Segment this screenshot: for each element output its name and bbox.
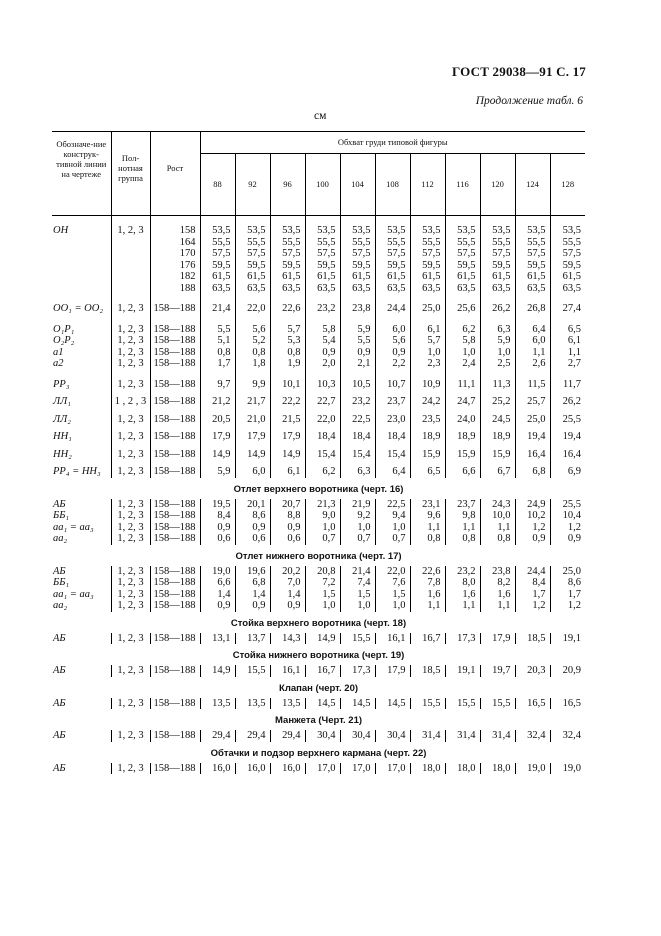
value-cell: 11,7 [563, 378, 582, 390]
value-cell: 53,5 55,5 57,5 59,5 61,5 63,5 [515, 216, 550, 295]
value-cell: 18,0 [445, 763, 480, 775]
value-cell: 26,2 [562, 396, 582, 407]
row-height: 158—188 158—188 158—188 158—188 [150, 499, 200, 545]
value-cell: 6,1 5,7 1,0 2,3 [410, 315, 445, 370]
value-cell: 14,5 [340, 698, 375, 710]
row-height: 158—188 [150, 698, 200, 710]
value-cell: 25,7 [515, 390, 550, 408]
row-group: 1, 2, 3 [111, 294, 150, 315]
row-group: 1, 2, 3 [111, 730, 150, 742]
value-cell: 9,9 [235, 370, 270, 391]
row-code: АБ ББ₁ аа₁ = аа₃ аа₂ [52, 499, 111, 545]
value-cell: 25,0 [410, 294, 445, 315]
value-cell: 6,3 5,9 1,0 2,5 [480, 315, 515, 370]
table-row [52, 730, 585, 742]
value-cell: 18,5 [410, 665, 445, 677]
value-cell: 17,0 [340, 763, 375, 775]
value-cell: 18,9 [445, 425, 480, 443]
value-cell: 18,0 [410, 763, 445, 775]
value-cell: 20,5 [200, 408, 235, 426]
value-cell: 20,3 [515, 665, 550, 677]
row-group: 1, 2, 3 1, 2, 3 1, 2, 3 1, 2, 3 [111, 566, 150, 612]
value-cell: 6,9 [567, 466, 582, 477]
value-cell: 16,1 [375, 633, 410, 645]
value-cell: 15,4 [375, 443, 410, 461]
value-cell: 6,0 [235, 460, 270, 478]
row-code: АБ [52, 730, 111, 742]
value-cell: 6,4 6,0 1,1 2,6 [515, 315, 550, 370]
value-cell: 14,9 [305, 633, 340, 645]
value-cell: 24,9 10,2 1,2 0,9 [515, 499, 550, 545]
value-cell: 53,5 55,5 57,5 59,5 61,5 63,5 [375, 216, 410, 295]
value-cell: 13,5 [200, 698, 235, 710]
value-cell: 23,2 8,0 1,6 1,1 [445, 566, 480, 612]
value-cell: 31,4 [480, 730, 515, 742]
value-cell: 24,3 10,0 1,1 0,8 [480, 499, 515, 545]
table-row [52, 390, 585, 408]
value-cell: 53,5 55,5 57,5 59,5 61,5 63,5 [270, 216, 305, 295]
value-cell: 18,9 [480, 425, 515, 443]
value-cell: 14,9 [200, 443, 235, 461]
value-cell: 15,9 [445, 443, 480, 461]
row-code: АБ [52, 633, 111, 645]
value-cell: 11,3 [480, 370, 515, 391]
size-header-88: 88 [200, 153, 235, 215]
value-cell: 23,2 [305, 294, 340, 315]
value-cell: 25,6 [445, 294, 480, 315]
row-height: 158—188 [150, 763, 200, 775]
value-cell: 16,0 [200, 763, 235, 775]
continuation-note: Продолжение табл. 6 [475, 95, 583, 107]
value-cell: 25,0 8,6 1,7 1,2 [562, 565, 582, 611]
value-cell: 22,7 [305, 390, 340, 408]
value-cell: 23,5 [410, 408, 445, 426]
value-cell: 18,9 [410, 425, 445, 443]
value-cell: 53,5 55,5 57,5 59,5 61,5 63,5 [305, 216, 340, 295]
value-cell: 10,9 [410, 370, 445, 391]
value-cell: 30,4 [340, 730, 375, 742]
value-cell: 20,8 7,2 1,5 1,0 [305, 566, 340, 612]
table-row [52, 294, 585, 315]
value-cell: 53,5 55,5 57,5 59,5 61,5 63,5 [480, 216, 515, 295]
value-cell: 13,1 [200, 633, 235, 645]
value-cell: 10,3 [305, 370, 340, 391]
section-title: Обтачки и подзор верхнего кармана (черт. 22) [210, 747, 427, 759]
row-group: 1, 2, 3 [111, 370, 150, 391]
value-cell: 6,5 6,1 1,1 2,7 [567, 323, 582, 369]
value-cell: 13,5 [235, 698, 270, 710]
row-code: ЛЛ₁ [52, 390, 111, 408]
value-cell: 14,9 [270, 443, 305, 461]
value-cell: 21,4 7,4 1,5 1,0 [340, 566, 375, 612]
row-code: РР₃ [52, 370, 111, 391]
value-cell: 17,3 [445, 633, 480, 645]
value-cell: 6,6 [445, 460, 480, 478]
value-cell: 17,0 [375, 763, 410, 775]
table-body [52, 216, 585, 775]
row-code: НН₁ [52, 425, 111, 443]
row-height: 158 164 170 176 182 188 [150, 216, 200, 295]
value-cell: 21,5 [270, 408, 305, 426]
size-header-92: 92 [235, 153, 270, 215]
row-height: 158—188 [150, 665, 200, 677]
row-code: АБ [52, 763, 111, 775]
row-code: НН₂ [52, 443, 111, 461]
column-header-code: Обозначе-ние конструк-тивной линии на чертеже [52, 132, 111, 216]
value-cell: 19,1 [562, 632, 582, 644]
row-height: 158—188 [150, 460, 200, 478]
value-cell: 32,4 [562, 730, 582, 741]
value-cell: 17,9 [270, 425, 305, 443]
value-cell: 14,5 [305, 698, 340, 710]
value-cell: 22,0 [235, 294, 270, 315]
value-cell: 31,4 [410, 730, 445, 742]
row-height: 158—188 158—188 158—188 158—188 [150, 315, 200, 370]
value-cell: 6,8 [515, 460, 550, 478]
value-cell: 21,2 [200, 390, 235, 408]
column-header-height: Рост [150, 132, 200, 216]
section-title: Манжета (Черт. 21) [275, 715, 363, 726]
row-height: 158—188 158—188 158—188 158—188 [150, 566, 200, 612]
value-cell: 27,4 [562, 303, 582, 314]
value-cell: 21,4 [200, 294, 235, 315]
value-cell: 23,1 9,6 1,1 0,8 [410, 499, 445, 545]
value-cell: 15,5 [410, 698, 445, 710]
value-cell: 25,5 [562, 413, 582, 425]
value-cell: 16,0 [270, 763, 305, 775]
value-cell: 53,5 55,5 57,5 59,5 61,5 63,5 [235, 216, 270, 295]
value-cell: 19,1 [445, 665, 480, 677]
row-group: 1, 2, 3 1, 2, 3 1, 2, 3 1, 2, 3 [111, 315, 150, 370]
value-cell: 6,2 5,8 1,0 2,4 [445, 315, 480, 370]
row-code: АБ [52, 698, 111, 710]
value-cell: 24,0 [445, 408, 480, 426]
section-title: Стойка нижнего воротника (черт. 19) [232, 650, 405, 661]
value-cell: 17,9 [480, 633, 515, 645]
value-cell: 31,4 [445, 730, 480, 742]
value-cell: 23,8 8,2 1,6 1,1 [480, 566, 515, 612]
table-row [52, 499, 585, 545]
table-row [52, 425, 585, 443]
value-cell: 13,7 [235, 633, 270, 645]
value-cell: 17,9 [235, 425, 270, 443]
value-cell: 26,8 [515, 294, 550, 315]
value-cell: 22,0 [305, 408, 340, 426]
value-cell: 19,4 [562, 431, 582, 442]
size-header-120: 120 [480, 153, 515, 215]
value-cell: 5,6 5,2 0,8 1,8 [235, 315, 270, 370]
value-cell: 19,4 [515, 425, 550, 443]
value-cell: 23,7 [375, 390, 410, 408]
value-cell: 21,0 [235, 408, 270, 426]
value-cell: 19,5 8,4 0,9 0,6 [200, 499, 235, 545]
value-cell: 6,7 [480, 460, 515, 478]
value-cell: 53,5 55,5 57,5 59,5 61,5 63,5 [410, 216, 445, 295]
row-height: 158—188 [150, 425, 200, 443]
value-cell: 53,5 55,5 57,5 59,5 61,5 63,5 [445, 216, 480, 295]
value-cell: 15,9 [410, 443, 445, 461]
value-cell: 10,7 [375, 370, 410, 391]
row-code: АБ [52, 665, 111, 677]
row-height: 158—188 [150, 443, 200, 461]
value-cell: 53,5 55,5 57,5 59,5 61,5 63,5 [200, 216, 235, 295]
row-height: 158—188 [150, 633, 200, 645]
value-cell: 16,1 [270, 665, 305, 677]
value-cell: 15,5 [480, 698, 515, 710]
value-cell: 9,7 [200, 370, 235, 391]
row-height: 158—188 [150, 390, 200, 408]
size-header-112: 112 [410, 153, 445, 215]
value-cell: 16,0 [235, 763, 270, 775]
table-header [52, 132, 585, 216]
value-cell: 5,9 [200, 460, 235, 478]
value-cell: 23,0 [375, 408, 410, 426]
value-cell: 17,9 [200, 425, 235, 443]
value-cell: 15,4 [305, 443, 340, 461]
row-code: ЛЛ₂ [52, 408, 111, 426]
table-row [52, 633, 585, 645]
page-header: ГОСТ 29038—91 С. 17 [452, 64, 586, 79]
value-cell: 6,3 [340, 460, 375, 478]
row-code: О₁Р₁ О₂Р₂ а1 а2 [52, 315, 111, 370]
row-code: РР₄ = НН₃ [52, 460, 111, 478]
row-group: 1, 2, 3 [111, 216, 150, 295]
value-cell: 24,4 [375, 294, 410, 315]
value-cell: 21,7 [235, 390, 270, 408]
table-row [52, 460, 585, 478]
value-cell: 18,4 [305, 425, 340, 443]
section-title: Отлет нижнего воротника (черт. 17) [235, 550, 402, 562]
value-cell: 23,7 9,8 1,1 0,8 [445, 499, 480, 545]
row-group: 1, 2, 3 [111, 698, 150, 710]
value-cell: 25,5 10,4 1,2 0,9 [562, 498, 582, 544]
value-cell: 16,4 [515, 443, 550, 461]
value-cell: 6,4 [375, 460, 410, 478]
value-cell: 24,4 8,4 1,7 1,2 [515, 566, 550, 612]
value-cell: 14,9 [200, 665, 235, 677]
value-cell: 29,4 [270, 730, 305, 742]
value-cell: 6,2 [305, 460, 340, 478]
column-header-group: Пол-нотная группа [111, 132, 150, 216]
row-height: 158—188 [150, 370, 200, 391]
value-cell: 15,5 [340, 633, 375, 645]
row-code: ОН [52, 216, 111, 295]
value-cell: 22,2 [270, 390, 305, 408]
value-cell: 21,3 9,0 1,0 0,7 [305, 499, 340, 545]
row-code: АБ ББ₁ аа₁ = аа₃ аа₂ [52, 566, 111, 612]
value-cell: 20,7 8,8 0,9 0,6 [270, 499, 305, 545]
value-cell: 25,0 [515, 408, 550, 426]
size-header-116: 116 [445, 153, 480, 215]
value-cell: 11,1 [445, 370, 480, 391]
size-header-128: 128 [550, 153, 585, 215]
size-header-108: 108 [375, 153, 410, 215]
table-row [52, 698, 585, 710]
row-height: 158—188 [150, 730, 200, 742]
value-cell: 24,7 [445, 390, 480, 408]
value-cell: 11,5 [515, 370, 550, 391]
value-cell: 20,2 7,0 1,4 0,9 [270, 566, 305, 612]
row-group: 1 , 2 , 3 [111, 390, 150, 408]
measurements-table [52, 131, 585, 774]
row-height: 158—188 [150, 408, 200, 426]
table-row [52, 370, 585, 391]
value-cell: 18,5 [515, 633, 550, 645]
value-cell: 14,5 [375, 698, 410, 710]
value-cell: 13,5 [270, 698, 305, 710]
size-header-104: 104 [340, 153, 375, 215]
value-cell: 53,5 55,5 57,5 59,5 61,5 63,5 [340, 216, 375, 295]
unit-label: см [314, 110, 327, 122]
value-cell: 5,7 5,3 0,8 1,9 [270, 315, 305, 370]
value-cell: 16,7 [410, 633, 445, 645]
row-group: 1, 2, 3 [111, 633, 150, 645]
section-title: Отлет верхнего воротника (черт. 16) [233, 483, 404, 495]
size-header-124: 124 [515, 153, 550, 215]
value-cell: 30,4 [305, 730, 340, 742]
column-header-girth: Обхват груди типовой фигуры [200, 132, 585, 154]
table-row [52, 216, 585, 295]
value-cell: 15,5 [235, 665, 270, 677]
value-cell: 5,5 5,1 0,8 1,7 [200, 315, 235, 370]
value-cell: 24,5 [480, 408, 515, 426]
row-height: 158—188 [150, 294, 200, 315]
value-cell: 14,3 [270, 633, 305, 645]
value-cell: 16,7 [305, 665, 340, 677]
value-cell: 5,8 5,4 0,9 2,0 [305, 315, 340, 370]
value-cell: 17,3 [340, 665, 375, 677]
value-cell: 19,6 6,8 1,4 0,9 [235, 566, 270, 612]
value-cell: 53,5 55,5 57,5 59,5 61,5 63,5 [562, 225, 582, 294]
value-cell: 23,2 [340, 390, 375, 408]
section-title: Клапан (черт. 20) [279, 682, 359, 694]
value-cell: 19,0 [562, 762, 582, 774]
value-cell: 16,5 [515, 698, 550, 710]
value-cell: 19,0 [515, 763, 550, 775]
value-cell: 29,4 [200, 730, 235, 742]
value-cell: 32,4 [515, 730, 550, 742]
value-cell: 18,0 [480, 763, 515, 775]
size-header-100: 100 [305, 153, 340, 215]
value-cell: 6,5 [410, 460, 445, 478]
row-group: 1, 2, 3 [111, 763, 150, 775]
section-title: Стойка верхнего воротника (черт. 18) [230, 617, 407, 629]
value-cell: 26,2 [480, 294, 515, 315]
row-group: 1, 2, 3 [111, 408, 150, 426]
value-cell: 23,8 [340, 294, 375, 315]
value-cell: 20,1 8,6 0,9 0,6 [235, 499, 270, 545]
value-cell: 20,9 [562, 665, 582, 676]
value-cell: 24,2 [410, 390, 445, 408]
row-code: ОО₁ = ОО₂ [52, 294, 111, 315]
value-cell: 5,9 5,5 0,9 2,1 [340, 315, 375, 370]
value-cell: 14,9 [235, 443, 270, 461]
table-row [52, 665, 585, 677]
value-cell: 18,4 [340, 425, 375, 443]
value-cell: 15,5 [445, 698, 480, 710]
value-cell: 25,2 [480, 390, 515, 408]
value-cell: 15,9 [480, 443, 515, 461]
row-group: 1, 2, 3 [111, 460, 150, 478]
value-cell: 29,4 [235, 730, 270, 742]
value-cell: 19,7 [480, 665, 515, 677]
value-cell: 6,0 5,6 0,9 2,2 [375, 315, 410, 370]
table-row [52, 443, 585, 461]
table-row [52, 763, 585, 775]
value-cell: 21,9 9,2 1,0 0,7 [340, 499, 375, 545]
table-row [52, 315, 585, 370]
value-cell: 22,5 9,4 1,0 0,7 [375, 499, 410, 545]
table-row [52, 408, 585, 426]
value-cell: 16,4 [562, 448, 582, 460]
value-cell: 16,5 [562, 697, 582, 709]
value-cell: 30,4 [375, 730, 410, 742]
row-group: 1, 2, 3 [111, 425, 150, 443]
row-group: 1, 2, 3 [111, 665, 150, 677]
value-cell: 6,1 [270, 460, 305, 478]
size-header-96: 96 [270, 153, 305, 215]
value-cell: 10,5 [340, 370, 375, 391]
value-cell: 22,5 [340, 408, 375, 426]
value-cell: 22,0 7,6 1,5 1,0 [375, 566, 410, 612]
table-row [52, 566, 585, 612]
value-cell: 17,9 [375, 665, 410, 677]
row-group: 1, 2, 3 1, 2, 3 1, 2, 3 1, 2, 3 [111, 499, 150, 545]
value-cell: 22,6 [270, 294, 305, 315]
value-cell: 17,0 [305, 763, 340, 775]
value-cell: 18,4 [375, 425, 410, 443]
value-cell: 22,6 7,8 1,6 1,1 [410, 566, 445, 612]
value-cell: 10,1 [270, 370, 305, 391]
value-cell: 19,0 6,6 1,4 0,9 [200, 566, 235, 612]
value-cell: 15,4 [340, 443, 375, 461]
row-group: 1, 2, 3 [111, 443, 150, 461]
